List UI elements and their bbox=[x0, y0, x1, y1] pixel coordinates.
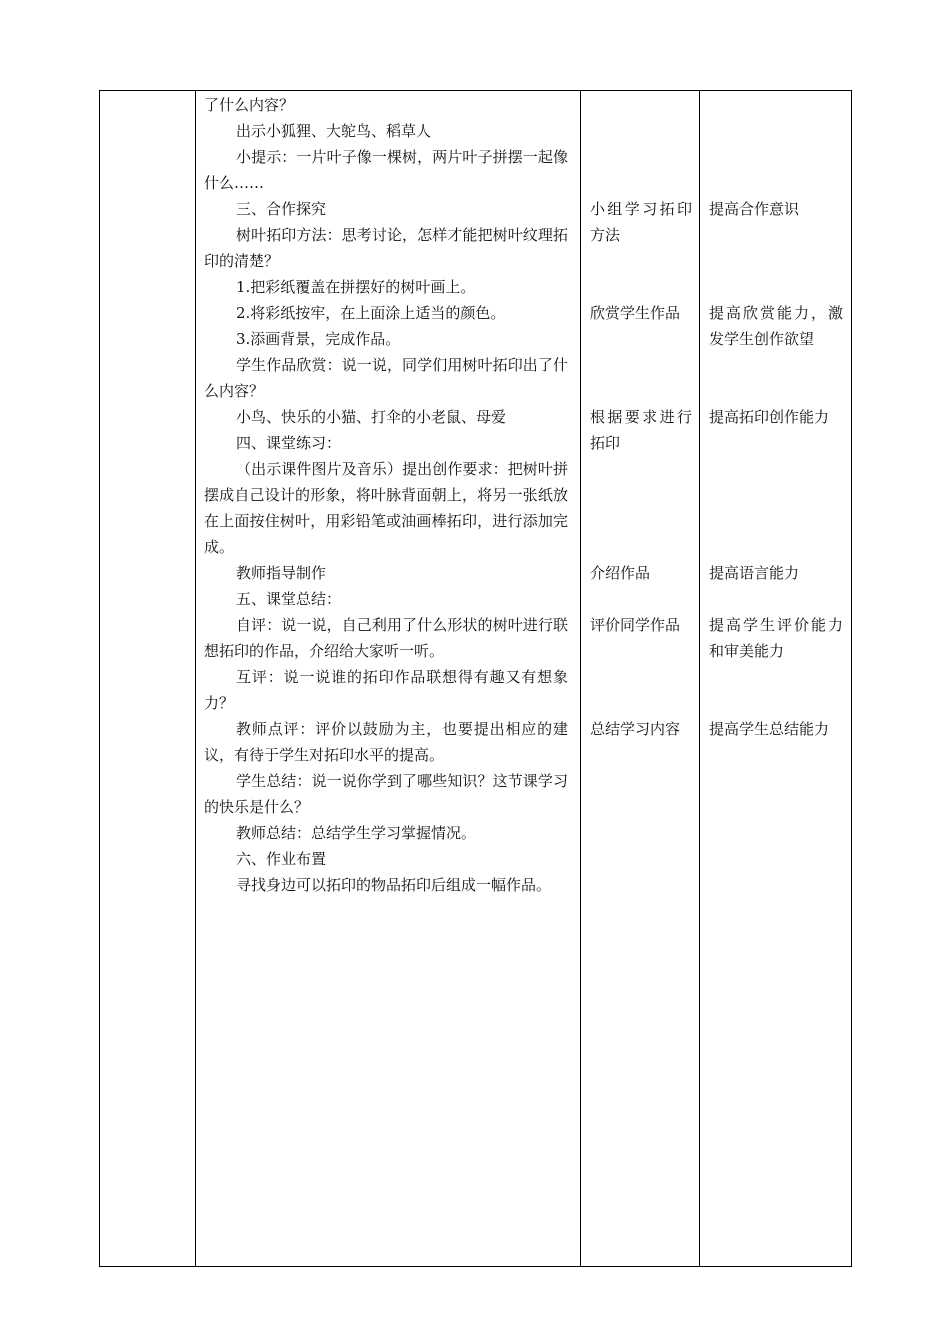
section-heading: 三、合作探究 bbox=[236, 200, 327, 218]
activity-line: 小鸟、快乐的小猫、打伞的小老鼠、母爱 bbox=[236, 408, 507, 426]
activity-line: 出示小狐狸、大鸵鸟、稻草人 bbox=[236, 122, 432, 140]
activity-line: 学生总结：说一说你学到了哪些知识？这节课学习的快乐是什么？ bbox=[204, 772, 568, 816]
design-intent-text: 提高欣赏能力，激发学生创作欲望 bbox=[709, 304, 843, 348]
design-intent-text: 提高语言能力 bbox=[709, 564, 800, 582]
activity-line: 了什么内容？ bbox=[204, 96, 295, 114]
design-intent-text: 提高合作意识 bbox=[709, 200, 800, 218]
stage-column-cell bbox=[100, 91, 196, 1267]
design-intent-text: 提高学生评价能力和审美能力 bbox=[709, 616, 843, 660]
activity-line: 寻找身边可以拓印的物品拓印后组成一幅作品。 bbox=[236, 876, 552, 894]
design-intent-text: 提高学生总结能力 bbox=[709, 720, 830, 738]
student-activity-text: 欣赏学生作品 bbox=[590, 304, 681, 322]
activity-line: 教师总结：总结学生学习掌握情况。 bbox=[236, 824, 477, 842]
activity-line: 小提示：一片叶子像一棵树，两片叶子拼摆一起像什么…… bbox=[204, 148, 568, 192]
student-activity-text: 介绍作品 bbox=[590, 564, 651, 582]
activity-line: 自评：说一说，自己利用了什么形状的树叶进行联想拓印的作品，介绍给大家听一听。 bbox=[204, 616, 568, 660]
teaching-activity-cell bbox=[196, 91, 581, 1267]
student-activity-cell bbox=[581, 91, 700, 1267]
section-heading: 六、作业布置 bbox=[236, 850, 327, 868]
student-activity-text: 根据要求进行拓印 bbox=[590, 408, 692, 452]
activity-step: 1.把彩纸覆盖在拼摆好的树叶画上。 bbox=[236, 278, 476, 296]
lesson-plan-table bbox=[99, 90, 852, 1267]
activity-line: 学生作品欣赏：说一说，同学们用树叶拓印出了什么内容？ bbox=[204, 356, 568, 400]
design-intent-cell bbox=[700, 91, 852, 1267]
activity-line: 树叶拓印方法：思考讨论，怎样才能把树叶纹理拓印的清楚？ bbox=[204, 226, 568, 270]
activity-line: 互评：说一说谁的拓印作品联想得有趣又有想象力？ bbox=[204, 668, 568, 712]
activity-line: 教师指导制作 bbox=[236, 564, 327, 582]
activity-step: 2.将彩纸按牢，在上面涂上适当的颜色。 bbox=[236, 304, 506, 322]
activity-line: （出示课件图片及音乐）提出创作要求：把树叶拼摆成自己设计的形象，将叶脉背面朝上，将另一张纸放在上面按住树叶，用彩铅笔或油画棒拓印，进行添加完成。 bbox=[204, 460, 568, 556]
student-activity-text: 评价同学作品 bbox=[590, 616, 681, 634]
activity-step: 3.添画背景，完成作品。 bbox=[236, 330, 401, 348]
student-activity-text: 总结学习内容 bbox=[590, 720, 681, 738]
design-intent-text: 提高拓印创作能力 bbox=[709, 408, 830, 426]
section-heading: 四、课堂练习： bbox=[236, 434, 342, 452]
student-activity-text: 小组学习拓印方法 bbox=[590, 200, 692, 244]
table-row bbox=[100, 91, 852, 1267]
section-heading: 五、课堂总结： bbox=[236, 590, 342, 608]
activity-line: 教师点评：评价以鼓励为主，也要提出相应的建议，有待于学生对拓印水平的提高。 bbox=[204, 720, 568, 764]
